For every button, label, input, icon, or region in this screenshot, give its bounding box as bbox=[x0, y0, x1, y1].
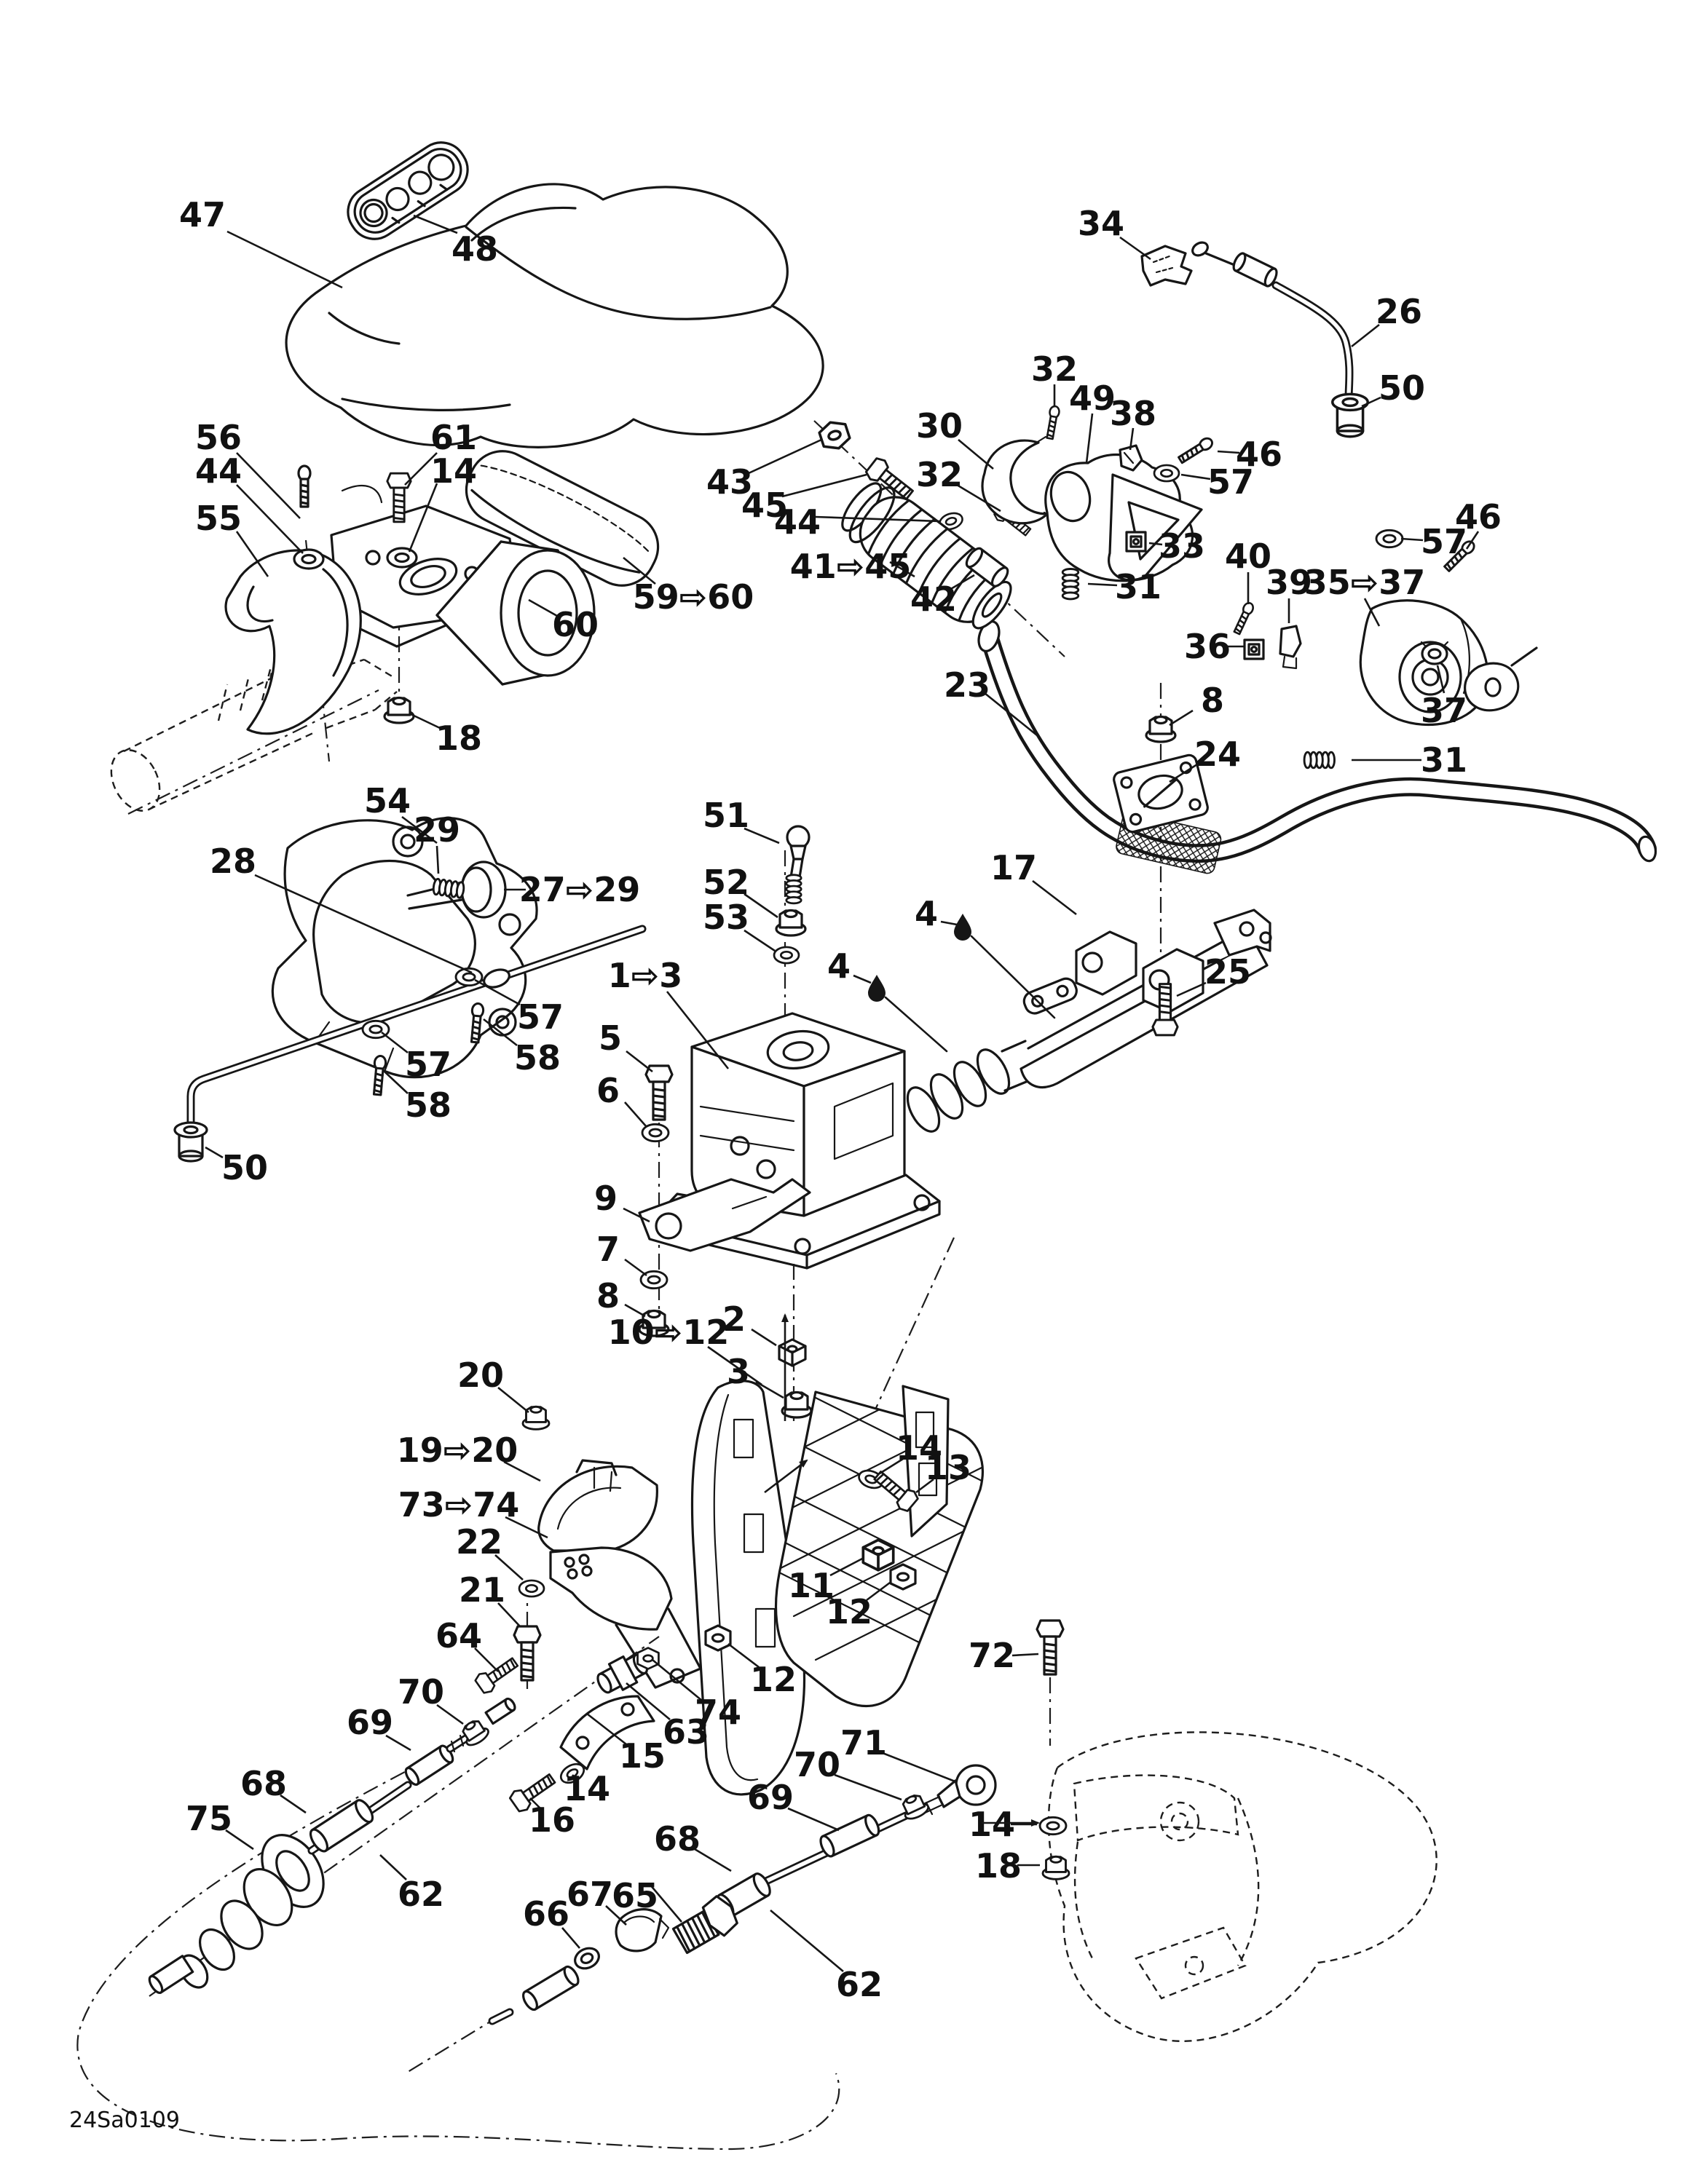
part-label-58a: 58 bbox=[404, 1085, 452, 1125]
nut-12-upper bbox=[891, 1564, 915, 1589]
part-label-48: 48 bbox=[451, 229, 499, 269]
part-label-46b: 46 bbox=[1454, 497, 1502, 537]
drawing-number: 24Sa0109 bbox=[69, 2108, 180, 2133]
washer-22 bbox=[519, 1580, 544, 1597]
ball-stud-51 bbox=[786, 826, 809, 903]
nut-12-lower bbox=[706, 1626, 730, 1650]
part-label-2: 2 bbox=[722, 1299, 746, 1339]
leader-4b bbox=[853, 976, 871, 983]
leader-2 bbox=[752, 1329, 776, 1345]
leader-72 bbox=[1012, 1654, 1038, 1655]
part-label-57c: 57 bbox=[516, 997, 564, 1037]
part-label-56: 56 bbox=[194, 418, 242, 457]
oil-drop-upper bbox=[954, 914, 971, 941]
part-label-14c: 14 bbox=[563, 1769, 611, 1808]
part-label-25: 25 bbox=[1204, 952, 1252, 992]
bolt-5 bbox=[646, 1066, 672, 1120]
part-label-17: 17 bbox=[990, 848, 1038, 887]
screw-58-left bbox=[372, 1056, 387, 1095]
leader-47 bbox=[227, 232, 342, 288]
rod-bushing-50 bbox=[175, 1123, 207, 1161]
leader-8a bbox=[1170, 711, 1193, 725]
part-label-5: 5 bbox=[598, 1018, 623, 1058]
part-label-51: 51 bbox=[702, 796, 750, 835]
part-label-50a: 50 bbox=[1378, 368, 1426, 408]
steering-shaft-bellows bbox=[901, 1041, 1030, 1136]
spring-31-switch bbox=[1304, 752, 1334, 768]
part-label-34: 34 bbox=[1077, 204, 1125, 243]
part-label-52: 52 bbox=[702, 863, 750, 902]
part-label-57b: 57 bbox=[1420, 522, 1468, 561]
sqnut-36 bbox=[1245, 640, 1263, 659]
leader-30 bbox=[958, 440, 993, 469]
part-label-28: 28 bbox=[209, 842, 257, 881]
latch-39 bbox=[1280, 626, 1301, 668]
part-label-8b: 8 bbox=[596, 1276, 620, 1315]
part-label-33: 33 bbox=[1158, 526, 1206, 566]
washer-57-throttle bbox=[1154, 465, 1179, 481]
part-label-18a: 18 bbox=[435, 719, 483, 758]
part-label-4a: 4 bbox=[914, 894, 939, 933]
part-label-22: 22 bbox=[455, 1522, 503, 1562]
leader-5 bbox=[626, 1051, 652, 1072]
washer-57-switch bbox=[1376, 530, 1403, 547]
part-label-30: 30 bbox=[915, 406, 963, 446]
part-label-27-29: 27⇨29 bbox=[518, 870, 641, 909]
cable-grommet-66 bbox=[572, 1944, 602, 1972]
part-label-4b: 4 bbox=[827, 946, 851, 986]
part-label-24: 24 bbox=[1194, 735, 1242, 774]
steering-cable-front bbox=[147, 1697, 517, 1995]
part-label-14a: 14 bbox=[430, 451, 478, 491]
handlebar bbox=[975, 619, 1658, 875]
part-label-20: 20 bbox=[457, 1356, 505, 1395]
part-label-74: 74 bbox=[694, 1693, 742, 1732]
part-label-32b: 32 bbox=[915, 455, 963, 494]
clamp-upper bbox=[539, 1460, 658, 1551]
part-label-29: 29 bbox=[413, 810, 461, 850]
grommet-33 bbox=[1127, 532, 1145, 551]
part-label-65: 65 bbox=[611, 1876, 659, 1915]
part-label-64: 64 bbox=[435, 1616, 483, 1655]
part-label-6: 6 bbox=[596, 1071, 620, 1110]
part-label-37: 37 bbox=[1420, 691, 1468, 730]
throttle-cable bbox=[1190, 240, 1349, 399]
part-label-40: 40 bbox=[1224, 537, 1272, 576]
part-label-21: 21 bbox=[458, 1570, 506, 1610]
part-label-36: 36 bbox=[1183, 627, 1231, 666]
rubber-block-2 bbox=[779, 1340, 805, 1366]
part-label-72: 72 bbox=[968, 1636, 1016, 1675]
part-label-14d: 14 bbox=[968, 1805, 1016, 1844]
part-label-71: 71 bbox=[840, 1723, 888, 1762]
bolt-21 bbox=[514, 1626, 540, 1680]
grommet-37 bbox=[1421, 642, 1448, 664]
washer-53 bbox=[774, 947, 799, 963]
cable-clip-34 bbox=[1142, 246, 1191, 285]
grip-nut-43 bbox=[817, 418, 851, 452]
leader-43 bbox=[749, 440, 821, 473]
steering-arm bbox=[1021, 910, 1271, 1088]
part-label-49: 49 bbox=[1068, 379, 1116, 418]
part-label-18b: 18 bbox=[974, 1846, 1022, 1886]
part-label-38: 38 bbox=[1109, 394, 1157, 433]
part-label-41-45: 41⇨45 bbox=[789, 547, 912, 586]
part-label-26: 26 bbox=[1375, 292, 1423, 331]
part-label-70b: 70 bbox=[793, 1745, 841, 1784]
cover-screw bbox=[299, 466, 310, 507]
part-label-60: 60 bbox=[551, 605, 599, 644]
sq-nut-11 bbox=[863, 1540, 893, 1570]
part-label-31b: 31 bbox=[1420, 740, 1468, 780]
cover-washer-44 bbox=[294, 550, 323, 569]
part-label-69a: 69 bbox=[346, 1703, 394, 1742]
leader-31a bbox=[1088, 584, 1117, 585]
part-label-73-74: 73⇨74 bbox=[398, 1485, 520, 1524]
part-label-23: 23 bbox=[943, 665, 991, 705]
leader-51 bbox=[744, 828, 779, 843]
cover-shell bbox=[226, 486, 382, 734]
part-label-57d: 57 bbox=[404, 1045, 452, 1084]
part-label-58b: 58 bbox=[513, 1038, 561, 1077]
leader-57a bbox=[1181, 475, 1210, 479]
nut-3 bbox=[782, 1393, 811, 1418]
leader-49 bbox=[1086, 414, 1092, 463]
ski-pivot-ghost bbox=[1049, 1732, 1437, 2041]
washer-14-ski bbox=[1040, 1817, 1066, 1834]
part-label-16: 16 bbox=[528, 1800, 576, 1840]
nut-18-ski bbox=[1043, 1856, 1069, 1879]
bolt-64 bbox=[473, 1653, 521, 1696]
cable-bushing-50 bbox=[1333, 394, 1368, 436]
part-label-47: 47 bbox=[178, 195, 226, 234]
part-label-63: 63 bbox=[662, 1712, 710, 1752]
part-label-59-60: 59⇨60 bbox=[632, 577, 754, 617]
leader-17 bbox=[1033, 881, 1076, 914]
leader-71 bbox=[883, 1753, 957, 1782]
part-label-55: 55 bbox=[194, 499, 242, 538]
leader-62b bbox=[770, 1910, 843, 1971]
part-label-50b: 50 bbox=[221, 1148, 269, 1187]
part-label-3: 3 bbox=[726, 1352, 751, 1391]
leader-69b bbox=[788, 1808, 839, 1830]
part-label-10-12: 10⇨12 bbox=[607, 1313, 730, 1352]
part-label-39: 39 bbox=[1265, 563, 1313, 602]
part-label-12a: 12 bbox=[825, 1592, 873, 1631]
part-label-62a: 62 bbox=[397, 1875, 445, 1914]
part-label-32a: 32 bbox=[1030, 349, 1078, 389]
part-label-8a: 8 bbox=[1200, 681, 1225, 720]
part-label-15: 15 bbox=[618, 1736, 666, 1776]
part-label-42: 42 bbox=[910, 579, 958, 619]
part-label-12b: 12 bbox=[749, 1660, 797, 1699]
part-label-1-3: 1⇨3 bbox=[607, 956, 683, 995]
part-label-44a: 44 bbox=[194, 451, 242, 491]
cover-nut-18 bbox=[384, 698, 414, 724]
part-label-31a: 31 bbox=[1114, 567, 1162, 606]
leader-70b bbox=[835, 1775, 902, 1800]
part-label-54: 54 bbox=[363, 781, 411, 820]
oil-drop-lower bbox=[868, 975, 886, 1002]
part-label-14b: 14 bbox=[895, 1428, 943, 1468]
screw-32-top bbox=[1045, 405, 1060, 439]
part-label-11: 11 bbox=[787, 1566, 835, 1605]
leader-34 bbox=[1120, 237, 1151, 259]
nut-52 bbox=[776, 911, 805, 936]
part-label-68a: 68 bbox=[240, 1764, 288, 1803]
part-label-53: 53 bbox=[702, 898, 750, 937]
leader-57b bbox=[1401, 539, 1423, 540]
part-label-19-20: 19⇨20 bbox=[396, 1431, 518, 1470]
nut-8-handlebar bbox=[1146, 717, 1175, 743]
part-label-62b: 62 bbox=[835, 1965, 883, 2004]
part-label-67: 67 bbox=[566, 1875, 614, 1914]
part-label-69b: 69 bbox=[746, 1778, 794, 1817]
part-label-68b: 68 bbox=[653, 1819, 701, 1859]
bolt-72 bbox=[1037, 1621, 1063, 1674]
part-label-7: 7 bbox=[596, 1230, 620, 1269]
part-label-45a: 45 bbox=[741, 486, 789, 525]
leader-4a bbox=[941, 922, 957, 925]
part-label-70a: 70 bbox=[397, 1672, 445, 1712]
part-label-35-37: 35⇨37 bbox=[1304, 563, 1426, 602]
part-label-57a: 57 bbox=[1207, 462, 1255, 502]
part-label-43: 43 bbox=[706, 462, 754, 502]
part-label-13: 13 bbox=[924, 1448, 972, 1487]
screw-46-left bbox=[1178, 436, 1214, 464]
cover-washer-14 bbox=[387, 548, 417, 567]
leader-56 bbox=[237, 453, 300, 518]
leader-6 bbox=[625, 1102, 647, 1127]
part-label-46a: 46 bbox=[1235, 435, 1283, 474]
part-label-44b: 44 bbox=[773, 502, 821, 542]
steering-column-ghost bbox=[102, 654, 397, 818]
part-label-9: 9 bbox=[593, 1179, 618, 1218]
part-label-75: 75 bbox=[185, 1799, 233, 1838]
leader-7 bbox=[625, 1259, 647, 1275]
spring-31-throttle bbox=[1062, 569, 1078, 599]
leader-44a bbox=[237, 485, 303, 553]
screw-40 bbox=[1233, 601, 1255, 635]
part-label-66: 66 bbox=[522, 1894, 570, 1934]
throttle-clip-30 bbox=[982, 437, 1056, 523]
leader-45a bbox=[782, 475, 867, 496]
part-label-61: 61 bbox=[430, 418, 478, 457]
leader-50b bbox=[205, 1147, 223, 1158]
nut-74 bbox=[638, 1648, 659, 1669]
cable-half-clip-67 bbox=[616, 1910, 669, 1951]
